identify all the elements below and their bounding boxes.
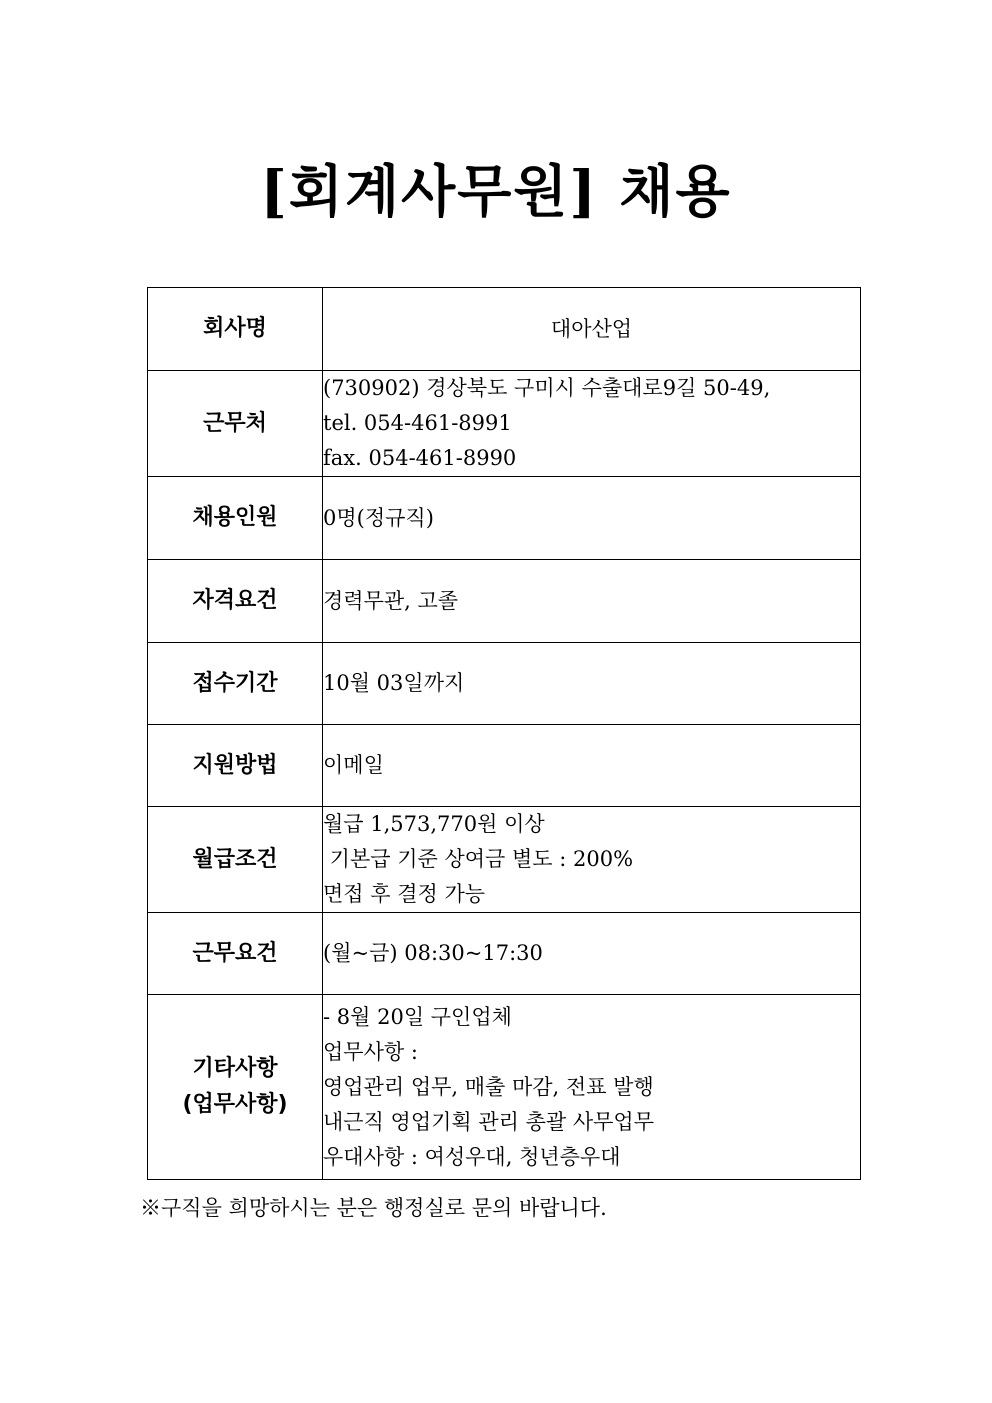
row-label: 회사명 (148, 288, 323, 371)
table-row-other (148, 995, 861, 1180)
table-row-period (148, 643, 861, 725)
table-row-work-hours (148, 913, 861, 995)
row-value: 이메일 (323, 725, 861, 807)
job-info-table (147, 287, 861, 1180)
table-row-company (148, 288, 861, 371)
row-value: 경력무관, 고졸 (323, 560, 861, 643)
row-label: 근무처 (148, 371, 323, 477)
row-label: 접수기간 (148, 643, 323, 725)
table-row-qualification (148, 560, 861, 643)
row-value: 대아산업 (323, 288, 861, 371)
table-row-salary (148, 807, 861, 913)
row-value: 0명(정규직) (323, 477, 861, 560)
row-value: - 8월 20일 구인업체 업무사항 : 영업관리 업무, 매출 마감, 전표 발행 내근직 영업기획 관리 총괄 사무업무 우대사항 : 여성우대, 청년층우대 (323, 995, 861, 1180)
page-title: [회계사무원] 채용 (260, 159, 732, 225)
row-value: (730902) 경상북도 구미시 수출대로9길 50-49, tel. 054-461-8991 fax. 054-461-8990 (323, 371, 861, 477)
footer-note: ※구직을 희망하시는 분은 행정실로 문의 바랍니다. (140, 1196, 607, 1220)
row-label: 근무요건 (148, 913, 323, 995)
row-value: 10월 03일까지 (323, 643, 861, 725)
row-value: 월급 1,573,770원 이상 기본급 기준 상여금 별도 : 200% 면접 후 결정 가능 (323, 807, 861, 913)
row-label: 채용인원 (148, 477, 323, 560)
row-value: (월~금) 08:30~17:30 (323, 913, 861, 995)
table-row-workplace (148, 371, 861, 477)
row-label: 월급조건 (148, 807, 323, 913)
row-label: 자격요건 (148, 560, 323, 643)
row-label: 기타사항 (업무사항) (148, 995, 323, 1180)
table-row-apply-method (148, 725, 861, 807)
table-row-headcount (148, 477, 861, 560)
row-label: 지원방법 (148, 725, 323, 807)
